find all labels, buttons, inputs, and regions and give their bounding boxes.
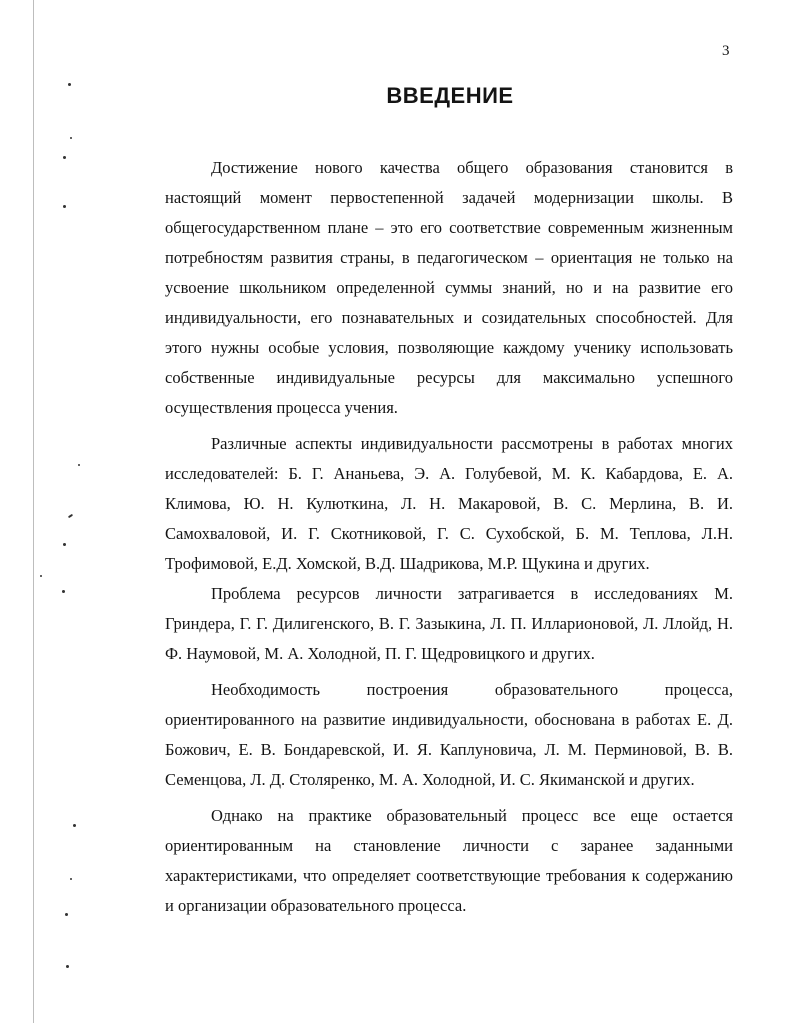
- scan-speck: [73, 824, 76, 827]
- scan-speck: [68, 83, 71, 86]
- scan-speck: [66, 965, 69, 968]
- paragraph: Необходимость построения образовательного процесса, ориентированного на развитие индивидуальности, обоснована в работах Е. Д. Божович, Е. В. Бондаревской, И. Я. Каплуновича, Л. М. Перминовой, В. В. Семенцова, Л. Д. Столяренко, М. А. Холодной, И. С. Якиманской и других.: [165, 680, 733, 789]
- body-text: [165, 153, 733, 921]
- scan-speck: [63, 543, 66, 546]
- scan-speck: [63, 205, 66, 208]
- page-number: 3: [722, 43, 730, 59]
- paragraph: Достижение нового качества общего образования становится в настоящий момент первостепенной задачей модернизации школы. В общегосударственном плане – это его соответствие современным жизненным потребностям развития страны, в педагогическом – ориентация не только на усвоение школьником определенной суммы знаний, но и на развитие его индивидуальности, его познавательных и созидательных способностей. Для этого нужны особые условия, позволяющие каждому ученику использовать собственные индивидуальные ресурсы для максимально успешного осуществления процесса учения.: [165, 158, 733, 417]
- scan-speck: [63, 156, 66, 159]
- scan-speck: [62, 590, 65, 593]
- paragraph: Однако на практике образовательный процесс все еще остается ориентированным на становление личности с заранее заданными характеристиками, что определяет соответствующие требования к содержанию и организации образовательного процесса.: [165, 806, 733, 915]
- scan-speck: [65, 913, 68, 916]
- scan-speck: [68, 514, 73, 519]
- scan-speck: [78, 464, 80, 466]
- paragraph: Проблема ресурсов личности затрагивается в исследованиях М. Гриндера, Г. Г. Дилигенского, В. Г. Зазыкина, Л. П. Илларионовой, Л. Ллойд, Н. Ф. Наумовой, М. А. Холодной, П. Г. Щедровицкого и других.: [165, 584, 733, 663]
- scan-speck: [40, 575, 42, 577]
- section-heading: ВВЕДЕНИЕ: [386, 83, 514, 108]
- paragraph: Различные аспекты индивидуальности рассмотрены в работах многих исследователей: Б. Г. Ананьева, Э. А. Голубевой, М. К. Кабардова, Е. А. Климова, Ю. Н. Кулюткина, Л. Н. Макаровой, В. С. Мерлина, В. И. Самохваловой, И. Г. Скотниковой, Г. С. Сухобской, Б. М. Теплова, Л.Н. Трофимовой, Е.Д. Хомской, В.Д. Шадрикова, М.Р. Щукина и других.: [165, 434, 733, 573]
- scan-speck: [70, 878, 72, 880]
- scan-binding-edge: [33, 0, 34, 1023]
- scan-speck: [70, 137, 72, 139]
